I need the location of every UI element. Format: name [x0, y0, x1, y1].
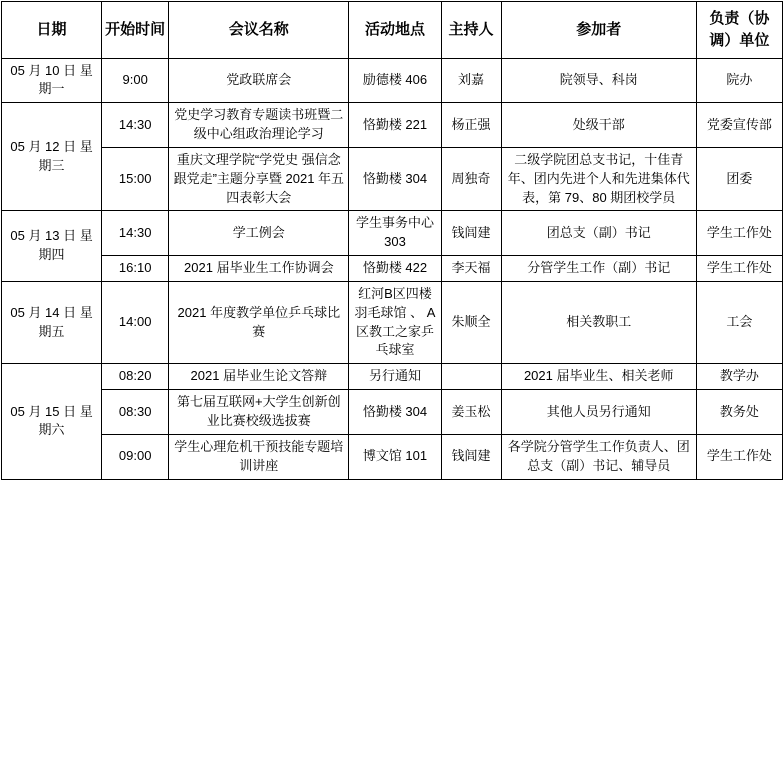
cell-host: 李天福: [441, 256, 501, 282]
cell-start-time: 16:10: [102, 256, 169, 282]
cell-responsible-unit: 学生工作处: [696, 256, 782, 282]
table-row: [2, 103, 783, 148]
cell-host: 姜玉松: [441, 390, 501, 435]
cell-location: 恪勤楼 304: [349, 390, 441, 435]
cell-start-time: 14:30: [102, 211, 169, 256]
cell-start-time: 15:00: [102, 147, 169, 211]
column-header-start-time: 开始时间: [102, 2, 169, 59]
table-row: [2, 147, 783, 211]
cell-participants: 2021 届毕业生、相关老师: [501, 364, 696, 390]
cell-location: 恪勤楼 304: [349, 147, 441, 211]
table-row: [2, 211, 783, 256]
cell-participants: 处级干部: [501, 103, 696, 148]
cell-participants: 其他人员另行通知: [501, 390, 696, 435]
cell-participants: 各学院分管学生工作负责人、团总支（副）书记、辅导员: [501, 434, 696, 479]
cell-start-time: 08:30: [102, 390, 169, 435]
cell-start-time: 09:00: [102, 434, 169, 479]
table-row: [2, 281, 783, 363]
cell-meeting-name: 学生心理危机干预技能专题培训讲座: [169, 434, 349, 479]
table-row: [2, 390, 783, 435]
cell-participants: 院领导、科岗: [501, 58, 696, 103]
cell-date: 05 月 10 日 星期一: [2, 58, 102, 103]
cell-responsible-unit: 教学办: [696, 364, 782, 390]
cell-start-time: 08:20: [102, 364, 169, 390]
table-row: [2, 364, 783, 390]
cell-responsible-unit: 团委: [696, 147, 782, 211]
cell-meeting-name: 学工例会: [169, 211, 349, 256]
cell-location: 恪勤楼 422: [349, 256, 441, 282]
cell-responsible-unit: 院办: [696, 58, 782, 103]
cell-meeting-name: 2021 届毕业生工作协调会: [169, 256, 349, 282]
cell-participants: 相关教职工: [501, 281, 696, 363]
cell-meeting-name: 党政联席会: [169, 58, 349, 103]
column-header-location: 活动地点: [349, 2, 441, 59]
cell-meeting-name: 党史学习教育专题读书班暨二级中心组政治理论学习: [169, 103, 349, 148]
column-header-responsible-unit: 负责（协调）单位: [696, 2, 782, 59]
table-row: [2, 58, 783, 103]
cell-participants: 分管学生工作（副）书记: [501, 256, 696, 282]
cell-host: 刘嘉: [441, 58, 501, 103]
column-header-date: 日期: [2, 2, 102, 59]
cell-meeting-name: 2021 届毕业生论文答辩: [169, 364, 349, 390]
cell-start-time: 9:00: [102, 58, 169, 103]
cell-responsible-unit: 学生工作处: [696, 211, 782, 256]
cell-meeting-name: 第七届互联网+大学生创新创业比赛校级选拔赛: [169, 390, 349, 435]
cell-participants: 二级学院团总支书记，十佳青年、团内先进个人和先进集体代表，第 79、80 期团校学员: [501, 147, 696, 211]
cell-location: 另行通知: [349, 364, 441, 390]
column-header-meeting-name: 会议名称: [169, 2, 349, 59]
cell-host: 周独奇: [441, 147, 501, 211]
weekly-schedule-table: [1, 1, 783, 480]
cell-date: 05 月 15 日 星期六: [2, 364, 102, 479]
cell-start-time: 14:30: [102, 103, 169, 148]
cell-location: 恪勤楼 221: [349, 103, 441, 148]
cell-date: 05 月 14 日 星期五: [2, 281, 102, 363]
cell-host: 钱闾建: [441, 434, 501, 479]
cell-meeting-name: 2021 年度教学单位乒乓球比赛: [169, 281, 349, 363]
cell-meeting-name: 重庆文理学院“学党史 强信念 跟党走”主题分享暨 2021 年五四表彰大会: [169, 147, 349, 211]
cell-date: 05 月 12 日 星期三: [2, 103, 102, 211]
cell-responsible-unit: 党委宣传部: [696, 103, 782, 148]
table-header-row: [2, 2, 783, 59]
cell-responsible-unit: 教务处: [696, 390, 782, 435]
cell-location: 红河B区四楼羽毛球馆 、 A 区教工之家乒乓球室: [349, 281, 441, 363]
cell-location: 博文馆 101: [349, 434, 441, 479]
cell-participants: 团总支（副）书记: [501, 211, 696, 256]
cell-host: [441, 364, 501, 390]
table-row: [2, 434, 783, 479]
cell-responsible-unit: 学生工作处: [696, 434, 782, 479]
column-header-host: 主持人: [441, 2, 501, 59]
cell-date: 05 月 13 日 星期四: [2, 211, 102, 282]
column-header-participants: 参加者: [501, 2, 696, 59]
cell-responsible-unit: 工会: [696, 281, 782, 363]
cell-host: 杨正强: [441, 103, 501, 148]
cell-host: 朱顺全: [441, 281, 501, 363]
cell-host: 钱闾建: [441, 211, 501, 256]
cell-start-time: 14:00: [102, 281, 169, 363]
table-row: [2, 256, 783, 282]
cell-location: 励德楼 406: [349, 58, 441, 103]
cell-location: 学生事务中心 303: [349, 211, 441, 256]
